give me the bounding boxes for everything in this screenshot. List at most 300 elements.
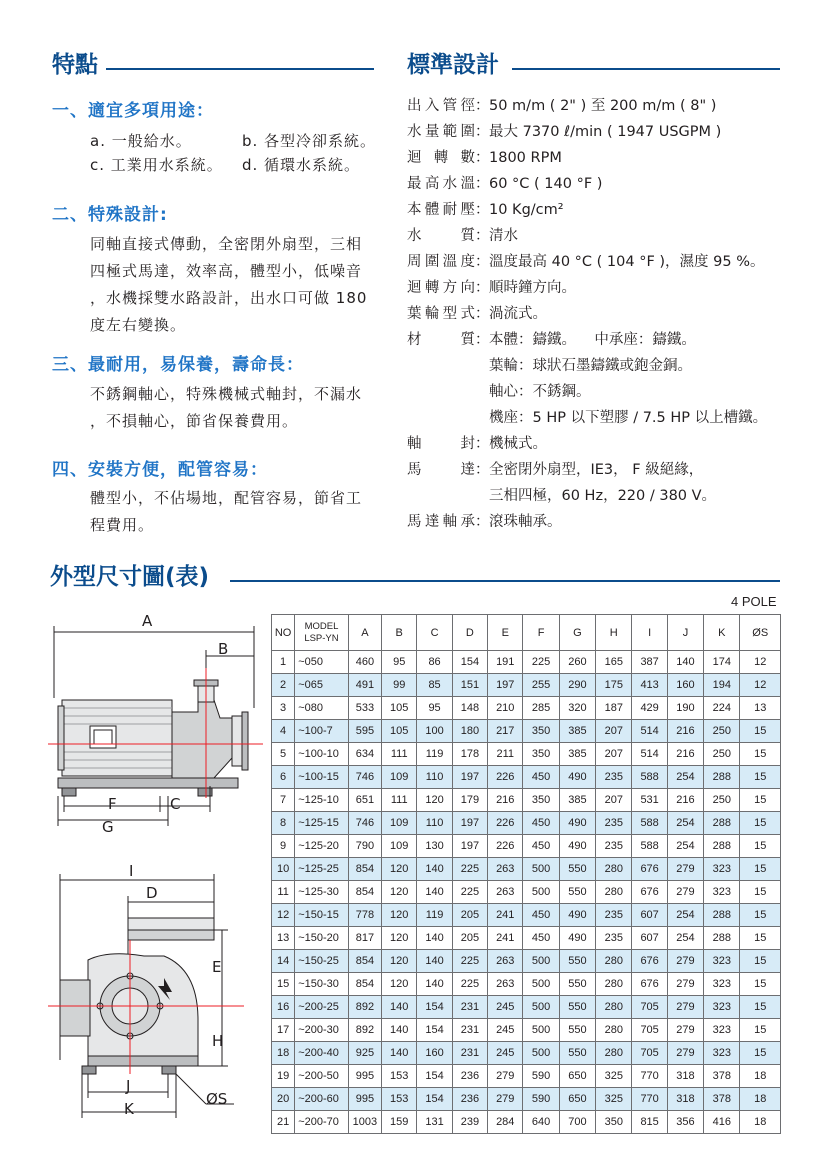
dimension-cell: 210 xyxy=(488,697,523,720)
dimension-cell: 650 xyxy=(559,1088,595,1111)
spec-material-impeller: 葉輪：球狀石墨鑄鐵或鉋金銅。 xyxy=(489,358,692,374)
dimension-cell: 130 xyxy=(417,835,452,858)
table-row xyxy=(272,720,781,743)
dimension-cell: 231 xyxy=(452,1042,487,1065)
table-row xyxy=(272,973,781,996)
dimension-cell: 854 xyxy=(348,881,381,904)
header-f: F xyxy=(523,615,559,651)
dimension-cell: 378 xyxy=(704,1088,740,1111)
dimension-cell: 263 xyxy=(488,950,523,973)
label-g: G xyxy=(102,818,114,836)
header-e: E xyxy=(488,615,523,651)
header-i: I xyxy=(632,615,667,651)
dimensions-title-rule xyxy=(230,580,780,582)
row-number-cell: 13 xyxy=(272,927,295,950)
dimension-cell: 284 xyxy=(488,1111,523,1134)
label-j: J xyxy=(126,1077,131,1095)
row-number-cell: 14 xyxy=(272,950,295,973)
dimension-cell: 153 xyxy=(382,1065,417,1088)
dimension-cell: 175 xyxy=(596,674,632,697)
model-cell: ~125-25 xyxy=(295,858,349,881)
dimension-cell: 533 xyxy=(348,697,381,720)
spec-row-bearing: 馬達軸承：滾珠軸承。 xyxy=(407,514,562,530)
dimension-cell: 205 xyxy=(452,927,487,950)
dimension-cell: 109 xyxy=(382,835,417,858)
table-row xyxy=(272,1042,781,1065)
dimension-cell: 500 xyxy=(523,1019,559,1042)
header-c: C xyxy=(417,615,452,651)
dimension-cell: 160 xyxy=(417,1042,452,1065)
feature-3-line: 不銹鋼軸心，特殊機械式軸封，不漏水 xyxy=(90,385,363,403)
table-body xyxy=(272,651,781,1134)
dimension-cell: 500 xyxy=(523,996,559,1019)
dimension-cell: 235 xyxy=(596,835,632,858)
row-number-cell: 3 xyxy=(272,697,295,720)
dimension-cell: 151 xyxy=(452,674,487,697)
table-row xyxy=(272,674,781,697)
dimension-cell: 165 xyxy=(596,651,632,674)
dimension-cell: 279 xyxy=(488,1065,523,1088)
feature-1-item-b: b. 各型冷卻系統。 xyxy=(242,132,377,150)
dimension-cell: 350 xyxy=(523,720,559,743)
table-row xyxy=(272,950,781,973)
dimension-cell: 815 xyxy=(632,1111,667,1134)
dimension-cell: 105 xyxy=(382,720,417,743)
dimension-cell: 15 xyxy=(740,812,781,835)
dimension-cell: 705 xyxy=(632,1042,667,1065)
spec-row-rotation: 迴轉方向：順時鐘方向。 xyxy=(407,280,576,296)
dimension-cell: 15 xyxy=(740,835,781,858)
dimension-cell: 15 xyxy=(740,1042,781,1065)
dimension-cell: 226 xyxy=(488,835,523,858)
table-row xyxy=(272,904,781,927)
motor-body xyxy=(62,700,172,776)
dimension-cell: 254 xyxy=(667,812,703,835)
dimension-cell: 705 xyxy=(632,1019,667,1042)
dimension-cell: 197 xyxy=(452,812,487,835)
row-number-cell: 7 xyxy=(272,789,295,812)
dimension-cell: 651 xyxy=(348,789,381,812)
dimension-cell: 15 xyxy=(740,950,781,973)
row-number-cell: 1 xyxy=(272,651,295,674)
feature-heading-4: 四、安裝方便，配管容易： xyxy=(52,460,268,480)
dimension-cell: 216 xyxy=(667,720,703,743)
spec-row-rpm: 迴轉數：1800 RPM xyxy=(407,150,562,166)
dimension-cell: 770 xyxy=(632,1065,667,1088)
model-cell: ~200-50 xyxy=(295,1065,349,1088)
dimension-cell: 160 xyxy=(667,674,703,697)
spec-material-shaft: 軸心：不銹鋼。 xyxy=(489,384,591,400)
dimension-cell: 205 xyxy=(452,904,487,927)
dimension-cell: 854 xyxy=(348,950,381,973)
model-cell: ~100-15 xyxy=(295,766,349,789)
dimension-cell: 385 xyxy=(559,720,595,743)
dimension-cell: 225 xyxy=(452,973,487,996)
dimension-cell: 550 xyxy=(559,1019,595,1042)
label-s: ØS xyxy=(206,1090,228,1108)
row-number-cell: 8 xyxy=(272,812,295,835)
dimension-cell: 140 xyxy=(417,858,452,881)
dimension-cell: 378 xyxy=(704,1065,740,1088)
dimension-cell: 207 xyxy=(596,743,632,766)
dimension-cell: 15 xyxy=(740,789,781,812)
dimension-cell: 190 xyxy=(667,697,703,720)
dimension-cell: 288 xyxy=(704,766,740,789)
dimension-cell: 607 xyxy=(632,904,667,927)
table-row xyxy=(272,1111,781,1134)
dimension-cell: 595 xyxy=(348,720,381,743)
dimension-cell: 892 xyxy=(348,1019,381,1042)
dimension-cell: 140 xyxy=(382,1042,417,1065)
dimension-cell: 120 xyxy=(382,973,417,996)
row-number-cell: 17 xyxy=(272,1019,295,1042)
dimension-cell: 153 xyxy=(382,1088,417,1111)
dimension-cell: 217 xyxy=(488,720,523,743)
dimension-cell: 279 xyxy=(667,858,703,881)
dimension-cell: 778 xyxy=(348,904,381,927)
dimension-cell: 350 xyxy=(596,1111,632,1134)
model-cell: ~200-70 xyxy=(295,1111,349,1134)
row-number-cell: 21 xyxy=(272,1111,295,1134)
model-cell: ~065 xyxy=(295,674,349,697)
pump-side-view-drawing xyxy=(48,608,263,843)
dimension-cell: 356 xyxy=(667,1111,703,1134)
header-no: NO xyxy=(272,615,295,651)
dimension-cell: 290 xyxy=(559,674,595,697)
dimensions-title: 外型尺寸圖(表) xyxy=(50,564,210,590)
row-number-cell: 19 xyxy=(272,1065,295,1088)
dimension-cell: 254 xyxy=(667,835,703,858)
dimension-cell: 995 xyxy=(348,1065,381,1088)
table-row xyxy=(272,766,781,789)
dimension-cell: 280 xyxy=(596,881,632,904)
spec-row-water-quality: 水質：清水 xyxy=(407,228,518,244)
table-row xyxy=(272,789,781,812)
dimension-cell: 500 xyxy=(523,973,559,996)
header-b: B xyxy=(382,615,417,651)
dimension-cell: 650 xyxy=(559,1065,595,1088)
dimension-cell: 250 xyxy=(704,743,740,766)
feature-2-line: 度左右變換。 xyxy=(90,316,187,334)
label-c: C xyxy=(170,795,181,813)
dimension-cell: 450 xyxy=(523,835,559,858)
dimension-cell: 325 xyxy=(596,1065,632,1088)
dimension-cell: 531 xyxy=(632,789,667,812)
dimension-cell: 387 xyxy=(632,651,667,674)
table-row xyxy=(272,812,781,835)
feature-2-line: ，水機採雙水路設計，出水口可做 180 xyxy=(90,289,368,307)
dimension-cell: 207 xyxy=(596,789,632,812)
header-a: A xyxy=(348,615,381,651)
dimension-cell: 280 xyxy=(596,1042,632,1065)
dimension-cell: 226 xyxy=(488,766,523,789)
dimension-cell: 280 xyxy=(596,973,632,996)
dimension-cell: 180 xyxy=(452,720,487,743)
feature-heading-3: 三、最耐用，易保養，壽命長： xyxy=(52,355,304,375)
dimension-cell: 590 xyxy=(523,1088,559,1111)
row-number-cell: 15 xyxy=(272,973,295,996)
dimension-cell: 154 xyxy=(417,1088,452,1111)
feature-1-item-a: a. 一般給水。 xyxy=(90,132,192,150)
dimension-cell: 225 xyxy=(523,651,559,674)
spec-row-flow-range: 水量範圍：最大 7370 ℓ/min ( 1947 USGPM ) xyxy=(407,124,722,140)
dimension-cell: 15 xyxy=(740,996,781,1019)
dimension-cell: 925 xyxy=(348,1042,381,1065)
dimension-cell: 159 xyxy=(382,1111,417,1134)
dimension-cell: 676 xyxy=(632,973,667,996)
feature-heading-1: 一、適宜多項用途： xyxy=(52,101,214,121)
dimension-cell: 491 xyxy=(348,674,381,697)
pole-label: 4 POLE xyxy=(731,594,777,609)
dimension-cell: 413 xyxy=(632,674,667,697)
dimension-cell: 285 xyxy=(523,697,559,720)
dimension-cell: 279 xyxy=(488,1088,523,1111)
label-d: D xyxy=(146,884,158,902)
model-cell: ~080 xyxy=(295,697,349,720)
table-row xyxy=(272,1088,781,1111)
dimension-cell: 85 xyxy=(417,674,452,697)
table-row xyxy=(272,996,781,1019)
dimension-cell: 235 xyxy=(596,904,632,927)
spec-row-seal: 軸封：機械式。 xyxy=(407,436,547,452)
spec-row-motor: 馬達：全密閉外扇型，IE3， F 級絕緣， xyxy=(407,462,704,478)
feature-2-line: 四極式馬達，效率高，體型小，低噪音 xyxy=(90,262,363,280)
dimension-cell: 790 xyxy=(348,835,381,858)
dimension-cell: 634 xyxy=(348,743,381,766)
dimension-cell: 323 xyxy=(704,996,740,1019)
label-a: A xyxy=(142,612,153,630)
dimension-cell: 500 xyxy=(523,1042,559,1065)
row-number-cell: 18 xyxy=(272,1042,295,1065)
dimension-cell: 490 xyxy=(559,927,595,950)
dimension-cell: 254 xyxy=(667,927,703,950)
model-cell: ~200-25 xyxy=(295,996,349,1019)
dimension-cell: 500 xyxy=(523,950,559,973)
table-row xyxy=(272,835,781,858)
model-cell: ~125-20 xyxy=(295,835,349,858)
dimension-cell: 854 xyxy=(348,858,381,881)
dimension-cell: 995 xyxy=(348,1088,381,1111)
dimension-cell: 235 xyxy=(596,766,632,789)
dimension-cell: 280 xyxy=(596,950,632,973)
dimension-cell: 187 xyxy=(596,697,632,720)
dimension-cell: 260 xyxy=(559,651,595,674)
dimension-cell: 254 xyxy=(667,904,703,927)
dimension-cell: 207 xyxy=(596,720,632,743)
dimension-cell: 120 xyxy=(382,858,417,881)
dimension-cell: 323 xyxy=(704,881,740,904)
dimension-cell: 120 xyxy=(417,789,452,812)
dimension-cell: 154 xyxy=(417,1019,452,1042)
header-j: J xyxy=(667,615,703,651)
model-cell: ~200-60 xyxy=(295,1088,349,1111)
dimension-cell: 245 xyxy=(488,996,523,1019)
dimension-cell: 224 xyxy=(704,697,740,720)
feature-heading-2: 二、特殊設計: xyxy=(52,205,168,225)
dimension-cell: 279 xyxy=(667,950,703,973)
dimension-cell: 197 xyxy=(488,674,523,697)
dimension-cell: 120 xyxy=(382,927,417,950)
spec-row-pipe-size: 出入管徑：50 m/m ( 2" ) 至 200 m/m ( 8" ) xyxy=(407,98,717,114)
dimension-cell: 154 xyxy=(417,1065,452,1088)
feature-1-item-d: d. 循環水系統。 xyxy=(242,156,361,174)
dimension-cell: 100 xyxy=(417,720,452,743)
dimension-cell: 12 xyxy=(740,651,781,674)
dimension-cell: 110 xyxy=(417,812,452,835)
dimension-cell: 490 xyxy=(559,812,595,835)
dimension-cell: 241 xyxy=(488,904,523,927)
dimension-cell: 550 xyxy=(559,973,595,996)
dimension-cell: 279 xyxy=(667,996,703,1019)
dimension-cell: 110 xyxy=(417,766,452,789)
dimension-cell: 250 xyxy=(704,720,740,743)
dimension-cell: 318 xyxy=(667,1065,703,1088)
feature-2-line: 同軸直接式傳動，全密閉外扇型，三相 xyxy=(90,235,363,253)
dimension-cell: 279 xyxy=(667,1019,703,1042)
dimension-cell: 854 xyxy=(348,973,381,996)
dimension-table xyxy=(271,614,781,1134)
dimension-cell: 416 xyxy=(704,1111,740,1134)
dimension-cell: 325 xyxy=(596,1088,632,1111)
row-number-cell: 9 xyxy=(272,835,295,858)
header-k: K xyxy=(704,615,740,651)
table-header-row xyxy=(272,615,781,651)
model-cell: ~200-40 xyxy=(295,1042,349,1065)
spec-material-base: 機座：5 HP 以下塑膠 / 7.5 HP 以上槽鐵。 xyxy=(489,410,768,426)
dimension-cell: 225 xyxy=(452,950,487,973)
row-number-cell: 20 xyxy=(272,1088,295,1111)
row-number-cell: 10 xyxy=(272,858,295,881)
dimension-cell: 676 xyxy=(632,950,667,973)
dimension-cell: 109 xyxy=(382,812,417,835)
dimension-cell: 236 xyxy=(452,1088,487,1111)
dimension-cell: 231 xyxy=(452,996,487,1019)
dimension-cell: 15 xyxy=(740,766,781,789)
dimension-cell: 770 xyxy=(632,1088,667,1111)
label-k: K xyxy=(124,1100,134,1118)
dimension-cell: 95 xyxy=(382,651,417,674)
dimension-cell: 892 xyxy=(348,996,381,1019)
spec-row-material: 材質：本體：鑄鐵。 中承座：鑄鐵。 xyxy=(407,332,696,348)
spec-row-max-temp: 最高水溫：60 °C ( 140 °F ) xyxy=(407,176,603,192)
dimension-cell: 640 xyxy=(523,1111,559,1134)
dimension-cell: 18 xyxy=(740,1111,781,1134)
dimension-cell: 15 xyxy=(740,1019,781,1042)
dimension-cell: 500 xyxy=(523,881,559,904)
dimension-cell: 140 xyxy=(667,651,703,674)
dimension-cell: 490 xyxy=(559,766,595,789)
dimension-cell: 15 xyxy=(740,973,781,996)
feature-1-item-c: c. 工業用水系統。 xyxy=(90,156,223,174)
table-row xyxy=(272,927,781,950)
dimension-cell: 288 xyxy=(704,812,740,835)
dimension-cell: 320 xyxy=(559,697,595,720)
dimension-cell: 178 xyxy=(452,743,487,766)
dimension-cell: 225 xyxy=(452,858,487,881)
dimension-cell: 225 xyxy=(452,881,487,904)
dimension-cell: 385 xyxy=(559,743,595,766)
dimension-cell: 607 xyxy=(632,927,667,950)
dimension-cell: 119 xyxy=(417,904,452,927)
dimension-cell: 140 xyxy=(417,927,452,950)
dimension-cell: 323 xyxy=(704,973,740,996)
dimension-cell: 263 xyxy=(488,881,523,904)
label-h: H xyxy=(212,1032,224,1050)
dimension-cell: 245 xyxy=(488,1019,523,1042)
dimension-cell: 13 xyxy=(740,697,781,720)
dimension-cell: 148 xyxy=(452,697,487,720)
standard-title: 標準設計 xyxy=(407,52,499,78)
dimension-cell: 490 xyxy=(559,904,595,927)
dimension-cell: 140 xyxy=(417,881,452,904)
features-title-rule xyxy=(106,68,374,70)
dimension-cell: 250 xyxy=(704,789,740,812)
dimension-cell: 140 xyxy=(382,1019,417,1042)
pump-base xyxy=(58,778,238,788)
row-number-cell: 2 xyxy=(272,674,295,697)
spec-row-impeller-type: 葉輪型式：渦流式。 xyxy=(407,306,547,322)
dimension-cell: 705 xyxy=(632,996,667,1019)
table-row xyxy=(272,1065,781,1088)
dimension-cell: 15 xyxy=(740,858,781,881)
dimension-cell: 255 xyxy=(523,674,559,697)
spec-row-pressure: 本體耐壓：10 Kg/cm² xyxy=(407,202,564,218)
dimension-cell: 550 xyxy=(559,858,595,881)
dimension-cell: 191 xyxy=(488,651,523,674)
dimension-cell: 490 xyxy=(559,835,595,858)
dimension-cell: 140 xyxy=(382,996,417,1019)
dimension-cell: 241 xyxy=(488,927,523,950)
dimension-cell: 450 xyxy=(523,904,559,927)
dimension-cell: 226 xyxy=(488,812,523,835)
dimension-cell: 179 xyxy=(452,789,487,812)
row-number-cell: 11 xyxy=(272,881,295,904)
dimension-cell: 450 xyxy=(523,927,559,950)
dimension-cell: 746 xyxy=(348,812,381,835)
dimension-cell: 550 xyxy=(559,996,595,1019)
dimension-cell: 288 xyxy=(704,835,740,858)
model-cell: ~200-30 xyxy=(295,1019,349,1042)
dimension-cell: 236 xyxy=(452,1065,487,1088)
model-cell: ~050 xyxy=(295,651,349,674)
dimension-cell: 216 xyxy=(667,743,703,766)
dimension-cell: 676 xyxy=(632,858,667,881)
dimension-cell: 550 xyxy=(559,1042,595,1065)
dimension-cell: 280 xyxy=(596,858,632,881)
label-b: B xyxy=(218,640,229,658)
dimension-cell: 318 xyxy=(667,1088,703,1111)
header-s: ØS xyxy=(740,615,781,651)
dimension-cell: 514 xyxy=(632,720,667,743)
model-cell: ~125-30 xyxy=(295,881,349,904)
dimension-cell: 385 xyxy=(559,789,595,812)
dimension-cell: 15 xyxy=(740,927,781,950)
dimension-cell: 588 xyxy=(632,835,667,858)
dimension-cell: 323 xyxy=(704,1042,740,1065)
table-row xyxy=(272,881,781,904)
spec-motor-cont: 三相四極，60 Hz，220 / 380 V。 xyxy=(489,488,717,504)
model-cell: ~150-15 xyxy=(295,904,349,927)
dimension-cell: 154 xyxy=(417,996,452,1019)
row-number-cell: 6 xyxy=(272,766,295,789)
dimension-cell: 1003 xyxy=(348,1111,381,1134)
dimension-cell: 140 xyxy=(417,973,452,996)
model-cell: ~150-20 xyxy=(295,927,349,950)
dimension-cell: 746 xyxy=(348,766,381,789)
dimension-cell: 676 xyxy=(632,881,667,904)
label-e: E xyxy=(212,958,222,976)
dimension-cell: 120 xyxy=(382,881,417,904)
